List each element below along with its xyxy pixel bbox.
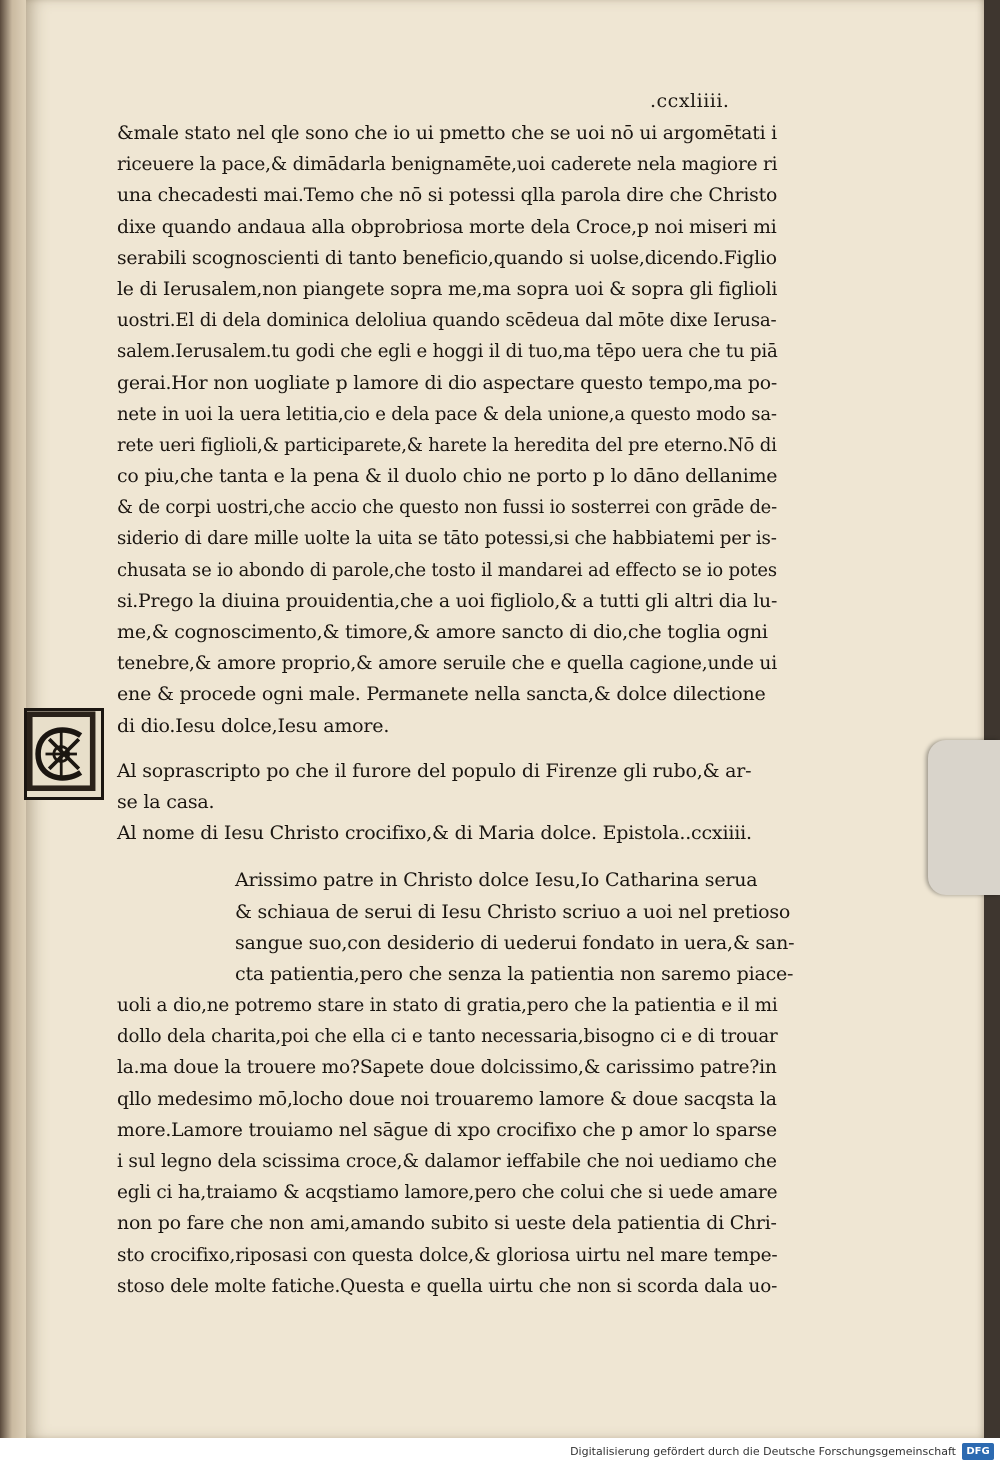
text-line: cta patientia,pero che senza la patientia non saremo piace- <box>235 962 794 985</box>
text-line: co piu,che tanta e la pena & il duolo chio ne porto p lo dāno dellanime <box>117 465 778 488</box>
text-line: & schiaua de serui di Iesu Christo scriuo a uoi nel pretioso <box>235 900 791 923</box>
page-gutter-right <box>984 0 1000 1438</box>
knotwork-initial-icon <box>27 711 101 797</box>
text-line: more.Lamore trouiamo nel sāgue di xpo crocifixo che p amor lo sparse <box>117 1118 777 1141</box>
text-block <box>117 118 795 1302</box>
text-line: Al soprascripto po che il furore del populo di Firenze gli rubo,& ar- <box>117 759 752 782</box>
text-line: rete ueri figlioli,& participarete,& harete la heredita del pre eterno.Nō di <box>117 433 777 456</box>
text-line: i sul legno dela scissima croce,& dalamor ieffabile che noi uediamo che <box>117 1150 777 1172</box>
text-line: sto crocifixo,riposasi con questa dolce,& gloriosa uirtu nel mare tempe- <box>117 1243 778 1266</box>
text-line: me,& cognoscimento,& timore,& amore sancto di dio,che toglia ogni <box>117 621 768 643</box>
folio-number: .ccxliiii. <box>650 90 730 112</box>
text-line: tenebre,& amore proprio,& amore seruile che e quella cagione,unde ui <box>117 652 777 675</box>
text-line: non po fare che non ami,amando subito si ueste dela patientia di Chri- <box>117 1212 777 1235</box>
text-line: se la casa. <box>117 790 215 813</box>
text-line: uostri.El di dela dominica deloliua quando scēdeua dal mōte dixe Ierusa- <box>117 309 777 332</box>
text-line: egli ci ha,traiamo & acqstiamo lamore,pero che colui che si uede amare <box>117 1181 778 1204</box>
text-line: serabili scognoscienti di tanto beneficio,quando si uolse,dicendo.Figlio <box>117 246 777 269</box>
text-line: chusata se io abondo di parole,che tosto il mandarei ad effecto se io potes <box>117 558 777 581</box>
text-line: & de corpi uostri,che accio che questo non fussi io sosterrei con grāde de- <box>117 496 777 519</box>
funding-credit: Digitalisierung gefördert durch die Deutsche Forschungsgemeinschaft <box>570 1445 956 1458</box>
rubric <box>117 756 777 818</box>
text-line: salem.Ierusalem.tu godi che egli e hoggi il di tuo,ma tēpo uera che tu piā <box>117 340 778 363</box>
text-line: stoso dele molte fatiche.Questa e quella uirtu che non si scorda dala uo- <box>117 1274 778 1297</box>
footer-bar <box>0 1438 1000 1467</box>
text-line: si.Prego la diuina prouidentia,che a uoi figliolo,& a tutti gli altri dia lu- <box>117 589 778 612</box>
text-line: nete in uoi la uera letitia,cio e dela pace & dela unione,a questo modo sa- <box>117 402 777 425</box>
text-line: dixe quando andaua alla obprobriosa morte dela Croce,p noi miseri mi <box>117 215 777 238</box>
decorated-initial-c <box>24 708 104 800</box>
text-line: Arissimo patre in Christo dolce Iesu,Io Catharina serua <box>235 869 758 892</box>
text-line: riceuere la pace,& dimādarla benignamēte,uoi caderete nela magiore ri <box>117 153 778 176</box>
text-line: &male stato nel qle sono che io ui pmetto che se uoi nō ui argomētati i <box>117 122 777 144</box>
text-line: uoli a dio,ne potremo stare in stato di gratia,pero che la patientia e il mi <box>117 994 778 1017</box>
letter-opening <box>117 865 795 990</box>
text-line: la.ma doue la trouere mo?Sapete doue dolcissimo,& carissimo patre?in <box>117 1056 777 1079</box>
text-line: una checadesti mai.Temo che nō si potessi qlla parola dire che Christo <box>117 184 778 207</box>
dfg-logo: DFG <box>962 1443 994 1460</box>
text-line: dollo dela charita,poi che ella ci e tanto necessaria,bisogno ci e di trouar <box>117 1025 778 1048</box>
text-line: le di Ierusalem,non piangete sopra me,ma sopra uoi & sopra gli figlioli <box>117 277 778 300</box>
text-line: siderio di dare mille uolte la uita se tāto potessi,si che habbiatemi per is- <box>117 527 777 550</box>
text-line: qllo medesimo mō,locho doue noi trouaremo lamore & doue sacqsta la <box>117 1087 777 1110</box>
text-line: di dio.Iesu dolce,Iesu amore. <box>117 714 390 737</box>
letter-body <box>117 990 777 1302</box>
text-line: ene & procede ogni male. Permanete nella sancta,& dolce dilectione <box>117 683 766 706</box>
page-tab-marker <box>928 740 1000 895</box>
body-paragraph <box>117 118 777 742</box>
text-line: gerai.Hor non uogliate p lamore di dio aspectare questo tempo,ma po- <box>117 371 777 394</box>
epistle-heading: Al nome di Iesu Christo crocifixo,& di Maria dolce. Epistola..ccxiiii. <box>117 822 752 845</box>
text-line: sangue suo,con desiderio di uederui fondato in uera,& san- <box>235 931 795 954</box>
